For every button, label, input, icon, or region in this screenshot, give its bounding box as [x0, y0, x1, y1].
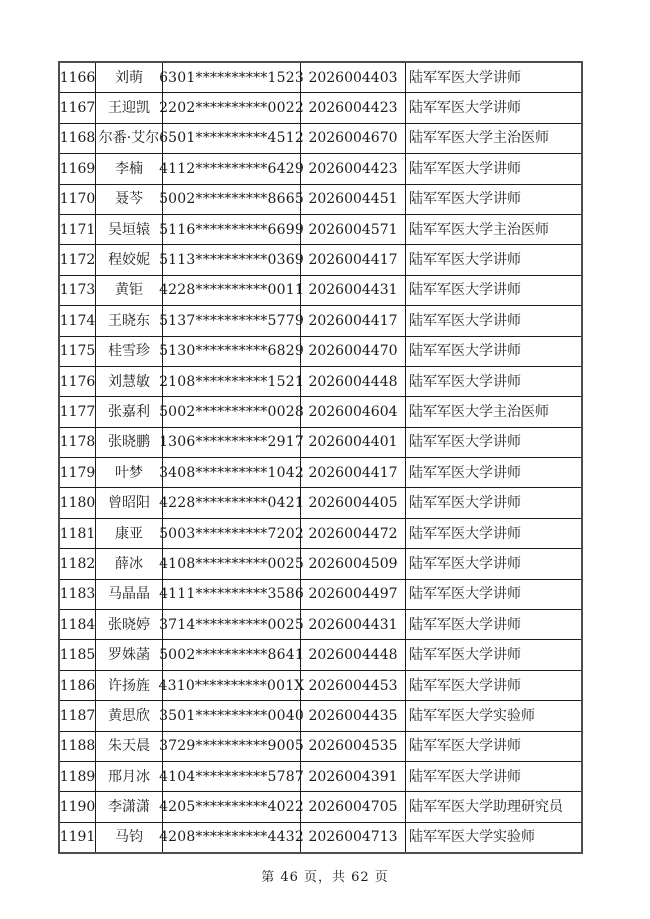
cell-exam-code: 2026004405: [300, 488, 405, 517]
cell-name: 张晓婷: [95, 610, 162, 639]
cell-id-number: 5002**********8641: [162, 640, 300, 669]
cell-name: 黄钜: [95, 276, 162, 305]
cell-exam-code: 2026004423: [300, 93, 405, 122]
cell-position-title: 陆军军医大学主治医师: [405, 124, 581, 153]
cell-id-number: 2202**********0022: [162, 93, 300, 122]
cell-id-number: 4310**********001X: [162, 671, 300, 700]
cell-name: 李潇潇: [95, 792, 162, 821]
cell-position-title: 陆军军医大学讲师: [405, 580, 581, 609]
table-row: [60, 153, 581, 183]
cell-position-title: 陆军军医大学讲师: [405, 63, 581, 92]
personnel-roster-table: [58, 61, 583, 854]
cell-id-number: 4208**********4432: [162, 823, 300, 852]
cell-id-number: 5002**********8665: [162, 185, 300, 214]
cell-position-title: 陆军军医大学讲师: [405, 276, 581, 305]
cell-exam-code: 2026004417: [300, 245, 405, 274]
cell-id-number: 4111**********3586: [162, 580, 300, 609]
cell-id-number: 3501**********0040: [162, 701, 300, 730]
cell-row-number: 1170: [59, 191, 96, 208]
cell-position-title: 陆军军医大学讲师: [405, 488, 581, 517]
cell-exam-code: 2026004417: [300, 306, 405, 335]
cell-exam-code: 2026004571: [300, 215, 405, 244]
cell-row-number: 1177: [59, 403, 96, 420]
cell-position-title: 陆军军医大学讲师: [405, 671, 581, 700]
cell-row-number: 1179: [59, 464, 96, 481]
cell-position-title: 陆军军医大学实验师: [405, 823, 581, 852]
cell-name: 聂芩: [95, 185, 162, 214]
cell-name: 程姣妮: [95, 245, 162, 274]
cell-id-number: 6501**********4512: [162, 124, 300, 153]
table-row: [60, 791, 581, 821]
cell-exam-code: 2026004472: [300, 519, 405, 548]
cell-position-title: 陆军军医大学讲师: [405, 519, 581, 548]
cell-exam-code: 2026004670: [300, 124, 405, 153]
table-row: [60, 275, 581, 305]
cell-row-number: 1184: [59, 616, 96, 633]
cell-row-number: 1186: [59, 677, 96, 694]
cell-row-number: 1187: [59, 707, 96, 724]
cell-row-number: 1168: [59, 130, 96, 147]
table-row: [60, 92, 581, 122]
cell-position-title: 陆军军医大学讲师: [405, 762, 581, 791]
cell-id-number: 5116**********6699: [162, 215, 300, 244]
cell-id-number: 2108**********1521: [162, 367, 300, 396]
cell-id-number: 4228**********0421: [162, 488, 300, 517]
cell-exam-code: 2026004713: [300, 823, 405, 852]
table-row: [60, 63, 581, 92]
cell-name: 张嘉利: [95, 397, 162, 426]
cell-id-number: 3408**********1042: [162, 458, 300, 487]
cell-row-number: 1190: [59, 799, 96, 816]
cell-position-title: 陆军军医大学助理研究员: [405, 792, 581, 821]
cell-name: 李楠: [95, 154, 162, 183]
table-row: [60, 822, 581, 852]
cell-exam-code: 2026004470: [300, 337, 405, 366]
cell-exam-code: 2026004431: [300, 276, 405, 305]
table-row: [60, 396, 581, 426]
cell-name: 王晓东: [95, 306, 162, 335]
cell-row-number: 1172: [59, 252, 96, 269]
table-row: [60, 214, 581, 244]
cell-id-number: 4228**********0011: [162, 276, 300, 305]
cell-position-title: 陆军军医大学实验师: [405, 701, 581, 730]
table-row: [60, 184, 581, 214]
cell-row-number: 1171: [59, 221, 96, 238]
cell-name: 马晶晶: [95, 580, 162, 609]
cell-position-title: 陆军军医大学讲师: [405, 549, 581, 578]
cell-position-title: 陆军军医大学讲师: [405, 154, 581, 183]
cell-exam-code: 2026004448: [300, 367, 405, 396]
table-row: [60, 487, 581, 517]
cell-position-title: 陆军军医大学讲师: [405, 732, 581, 761]
cell-position-title: 陆军军医大学讲师: [405, 458, 581, 487]
cell-position-title: 陆军军医大学讲师: [405, 367, 581, 396]
cell-row-number: 1173: [59, 282, 96, 299]
cell-exam-code: 2026004448: [300, 640, 405, 669]
cell-name: 吴垣辕: [95, 215, 162, 244]
table-row: [60, 366, 581, 396]
cell-id-number: 4205**********4022: [162, 792, 300, 821]
cell-name: 尔番·艾尔: [95, 124, 162, 153]
cell-row-number: 1178: [59, 434, 96, 451]
cell-name: 桂雪珍: [95, 337, 162, 366]
cell-name: 曾昭阳: [95, 488, 162, 517]
cell-row-number: 1189: [59, 768, 96, 785]
cell-row-number: 1167: [59, 100, 96, 117]
cell-row-number: 1183: [59, 586, 96, 603]
cell-exam-code: 2026004417: [300, 458, 405, 487]
cell-id-number: 3714**********0025: [162, 610, 300, 639]
table-row: [60, 548, 581, 578]
cell-position-title: 陆军军医大学讲师: [405, 337, 581, 366]
cell-row-number: 1191: [59, 829, 96, 846]
cell-exam-code: 2026004431: [300, 610, 405, 639]
cell-exam-code: 2026004453: [300, 671, 405, 700]
cell-id-number: 4108**********0025: [162, 549, 300, 578]
table-row: [60, 123, 581, 153]
table-row: [60, 639, 581, 669]
cell-id-number: 5002**********0028: [162, 397, 300, 426]
cell-exam-code: 2026004497: [300, 580, 405, 609]
cell-position-title: 陆军军医大学讲师: [405, 245, 581, 274]
cell-exam-code: 2026004451: [300, 185, 405, 214]
cell-position-title: 陆军军医大学讲师: [405, 306, 581, 335]
cell-name: 康亚: [95, 519, 162, 548]
table-row: [60, 731, 581, 761]
table-row: [60, 305, 581, 335]
cell-id-number: 4104**********5787: [162, 762, 300, 791]
cell-id-number: 3729**********9005: [162, 732, 300, 761]
table-row: [60, 427, 581, 457]
cell-id-number: 6301**********1523: [162, 63, 300, 92]
cell-name: 许扬旌: [95, 671, 162, 700]
cell-row-number: 1166: [59, 69, 96, 86]
cell-name: 刘慧敏: [95, 367, 162, 396]
cell-name: 朱天晨: [95, 732, 162, 761]
table-row: [60, 518, 581, 548]
cell-position-title: 陆军军医大学主治医师: [405, 397, 581, 426]
cell-row-number: 1174: [59, 312, 96, 329]
cell-exam-code: 2026004435: [300, 701, 405, 730]
table-row: [60, 700, 581, 730]
cell-exam-code: 2026004535: [300, 732, 405, 761]
cell-exam-code: 2026004391: [300, 762, 405, 791]
cell-id-number: 1306**********2917: [162, 428, 300, 457]
cell-position-title: 陆军军医大学讲师: [405, 640, 581, 669]
cell-exam-code: 2026004423: [300, 154, 405, 183]
cell-row-number: 1182: [59, 555, 96, 572]
cell-name: 王迎凯: [95, 93, 162, 122]
cell-exam-code: 2026004509: [300, 549, 405, 578]
cell-row-number: 1176: [59, 373, 96, 390]
table-row: [60, 457, 581, 487]
cell-row-number: 1181: [59, 525, 96, 542]
cell-id-number: 5113**********0369: [162, 245, 300, 274]
cell-id-number: 4112**********6429: [162, 154, 300, 183]
table-row: [60, 579, 581, 609]
cell-name: 叶梦: [95, 458, 162, 487]
cell-name: 薛冰: [95, 549, 162, 578]
cell-id-number: 5137**********5779: [162, 306, 300, 335]
cell-name: 罗姝菡: [95, 640, 162, 669]
cell-exam-code: 2026004604: [300, 397, 405, 426]
table-row: [60, 244, 581, 274]
cell-exam-code: 2026004705: [300, 792, 405, 821]
cell-position-title: 陆军军医大学主治医师: [405, 215, 581, 244]
table-row: [60, 609, 581, 639]
page-footer: 第 46 页，共 62 页: [261, 870, 389, 885]
cell-position-title: 陆军军医大学讲师: [405, 185, 581, 214]
cell-exam-code: 2026004403: [300, 63, 405, 92]
cell-position-title: 陆军军医大学讲师: [405, 610, 581, 639]
cell-row-number: 1188: [59, 738, 96, 755]
cell-name: 黄思欣: [95, 701, 162, 730]
cell-name: 刘萌: [95, 63, 162, 92]
table-row: [60, 761, 581, 791]
cell-position-title: 陆军军医大学讲师: [405, 428, 581, 457]
cell-row-number: 1169: [59, 160, 96, 177]
cell-name: 马钧: [95, 823, 162, 852]
cell-name: 邢月冰: [95, 762, 162, 791]
cell-row-number: 1185: [59, 647, 96, 664]
cell-exam-code: 2026004401: [300, 428, 405, 457]
cell-row-number: 1180: [59, 495, 96, 512]
table-row: [60, 336, 581, 366]
cell-id-number: 5130**********6829: [162, 337, 300, 366]
cell-position-title: 陆军军医大学讲师: [405, 93, 581, 122]
cell-name: 张晓鹏: [95, 428, 162, 457]
table-row: [60, 670, 581, 700]
cell-row-number: 1175: [59, 343, 96, 360]
cell-id-number: 5003**********7202: [162, 519, 300, 548]
